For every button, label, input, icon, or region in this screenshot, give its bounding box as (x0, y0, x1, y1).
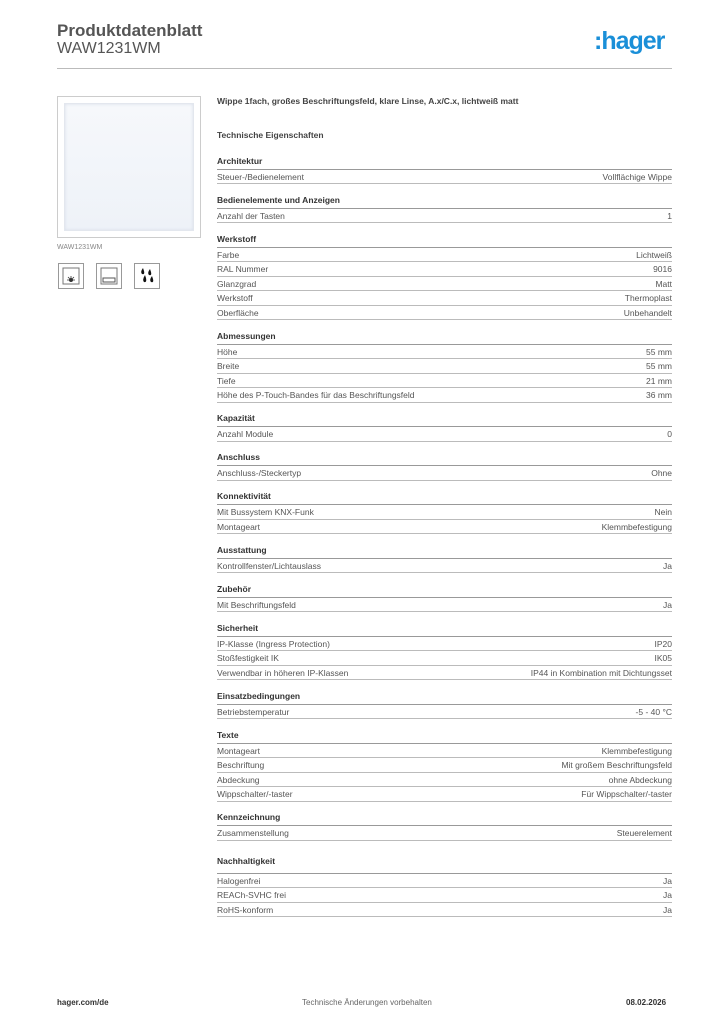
spec-section (217, 490, 672, 534)
spec-row (217, 306, 672, 321)
spec-section (217, 583, 672, 613)
spec-section (217, 690, 672, 720)
spec-label: Mit Bussystem KNX-Funk (217, 507, 314, 517)
spec-value: Ja (663, 890, 672, 900)
spec-label: REACh-SVHC frei (217, 890, 286, 900)
spec-row (217, 744, 672, 759)
spec-row (217, 388, 672, 403)
spec-row (217, 559, 672, 574)
product-description: Wippe 1fach, großes Beschriftungsfeld, klare Linse, A.x/C.x, lichtweiß matt (217, 96, 519, 106)
spec-row (217, 651, 672, 666)
spec-value: IP44 in Kombination mit Dichtungsset (530, 667, 672, 678)
spec-label: Abdeckung (217, 774, 260, 785)
spec-row (217, 520, 672, 535)
spec-section-title: Bedienelemente und Anzeigen (217, 194, 672, 209)
spec-row (217, 209, 672, 224)
page-title: Produktdatenblatt (57, 21, 203, 40)
water-drops-icon (134, 263, 160, 289)
spec-section (217, 855, 672, 918)
feature-icons (58, 263, 160, 289)
footer-website[interactable]: hager.com/de (57, 998, 109, 1007)
spec-value: Klemmbefestigung (601, 521, 672, 532)
spec-row (217, 262, 672, 277)
spec-content (217, 96, 672, 917)
spec-row (217, 277, 672, 292)
spec-row (217, 773, 672, 788)
spec-label: IP-Klasse (Ingress Protection) (217, 638, 330, 649)
spec-label: Montageart (217, 521, 260, 532)
spec-label: RoHS-konform (217, 904, 274, 915)
spec-value: 36 mm (646, 390, 672, 400)
spec-section (217, 155, 672, 185)
spec-section (217, 811, 672, 841)
spec-section (217, 194, 672, 224)
spec-value: -5 - 40 °C (635, 706, 672, 717)
spec-value: ohne Abdeckung (608, 774, 672, 785)
spec-section (217, 233, 672, 321)
spec-section-title: Abmessungen (217, 330, 672, 345)
hager-logo: :hager (594, 27, 665, 55)
spec-section-title: Anschluss (217, 451, 672, 466)
spec-row (217, 903, 672, 918)
spec-value: 55 mm (646, 361, 672, 371)
spec-row (217, 787, 672, 802)
spec-value: Ja (663, 560, 672, 571)
spec-section-title: Ausstattung (217, 544, 672, 559)
spec-section-title: Werkstoff (217, 233, 672, 248)
spec-label: Höhe des P-Touch-Bandes für das Beschriftungsfeld (217, 390, 415, 400)
spec-section (217, 622, 672, 681)
spec-row (217, 888, 672, 903)
spec-row (217, 758, 672, 773)
spec-section (217, 412, 672, 442)
spec-label: Montageart (217, 745, 260, 756)
spec-label: Anschluss-/Steckertyp (217, 468, 302, 478)
spec-row (217, 598, 672, 613)
spec-value: Mit großem Beschriftungsfeld (561, 760, 672, 770)
section-heading: Technische Eigenschaften (217, 130, 324, 140)
spec-value: 1 (667, 210, 672, 221)
spec-label: Breite (217, 361, 240, 371)
spec-label: Betriebstemperatur (217, 706, 290, 717)
spec-label: Halogenfrei (217, 875, 261, 886)
spec-label: Steuer-/Bedienelement (217, 171, 304, 182)
spec-section-title: Sicherheit (217, 622, 672, 637)
spec-value: Ja (663, 904, 672, 915)
product-code: WAW1231WM (57, 40, 161, 57)
spec-value: 9016 (653, 264, 672, 274)
spec-sections (217, 155, 672, 918)
footer-note: Technische Änderungen vorbehalten (302, 998, 432, 1007)
spec-label: Oberfläche (217, 307, 259, 318)
spec-value: Steuerelement (616, 828, 672, 838)
spec-label: Farbe (217, 249, 240, 260)
product-image-label: WAW1231WM (57, 244, 103, 251)
footer-date: 08.02.2026 (626, 998, 667, 1007)
spec-value: 0 (667, 429, 672, 439)
spec-section-title: Kennzeichnung (217, 811, 672, 826)
light-window-icon (58, 263, 84, 289)
spec-label: Werkstoff (217, 293, 253, 303)
spec-label: RAL Nummer (217, 264, 269, 274)
spec-row (217, 826, 672, 841)
spec-value: Unbehandelt (623, 307, 672, 318)
spec-row (217, 248, 672, 263)
spec-label: Zusammenstellung (217, 828, 289, 838)
spec-label: Beschriftung (217, 760, 265, 770)
spec-section-title: Texte (217, 729, 672, 744)
spec-value: Ohne (651, 468, 672, 478)
spec-label: Glanzgrad (217, 278, 257, 289)
spec-section-title: Einsatzbedingungen (217, 690, 672, 705)
spec-row (217, 427, 672, 442)
spec-section (217, 451, 672, 481)
spec-section-title: Kapazität (217, 412, 672, 427)
spec-row (217, 170, 672, 185)
spec-row (217, 466, 672, 481)
spec-label: Mit Beschriftungsfeld (217, 599, 296, 610)
label-field-icon (96, 263, 122, 289)
spec-value: Nein (654, 507, 672, 517)
spec-section-title: Zubehör (217, 583, 672, 598)
spec-label: Wippschalter/-taster (217, 789, 293, 799)
spec-value: Vollflächige Wippe (602, 171, 672, 182)
spec-value: IK05 (654, 653, 672, 663)
spec-section (217, 330, 672, 403)
spec-label: Kontrollfenster/Lichtauslass (217, 560, 321, 571)
spec-section-title: Architektur (217, 155, 672, 170)
spec-value: 21 mm (646, 375, 672, 386)
spec-row (217, 374, 672, 389)
header-divider (57, 68, 672, 69)
spec-label: Anzahl der Tasten (217, 210, 285, 221)
spec-row (217, 874, 672, 889)
spec-section-title: Konnektivität (217, 490, 672, 505)
spec-row (217, 345, 672, 360)
spec-section (217, 729, 672, 802)
spec-value: Ja (663, 875, 672, 886)
spec-value: Ja (663, 599, 672, 610)
spec-row (217, 666, 672, 681)
spec-label: Höhe (217, 346, 238, 357)
spec-section-title: Nachhaltigkeit (217, 855, 672, 874)
spec-section (217, 544, 672, 574)
spec-label: Tiefe (217, 375, 236, 386)
spec-row (217, 505, 672, 520)
product-image (57, 96, 201, 238)
spec-label: Anzahl Module (217, 429, 274, 439)
spec-row (217, 359, 672, 374)
spec-value: 55 mm (646, 346, 672, 357)
spec-label: Verwendbar in höheren IP-Klassen (217, 667, 349, 678)
spec-value: Für Wippschalter/-taster (581, 789, 672, 799)
spec-row (217, 637, 672, 652)
spec-label: Stoßfestigkeit IK (217, 653, 279, 663)
spec-value: Klemmbefestigung (601, 745, 672, 756)
spec-value: Lichtweiß (636, 249, 672, 260)
spec-row (217, 705, 672, 720)
spec-value: Thermoplast (624, 293, 672, 303)
spec-value: IP20 (654, 638, 672, 649)
spec-value: Matt (655, 278, 672, 289)
spec-row (217, 291, 672, 306)
